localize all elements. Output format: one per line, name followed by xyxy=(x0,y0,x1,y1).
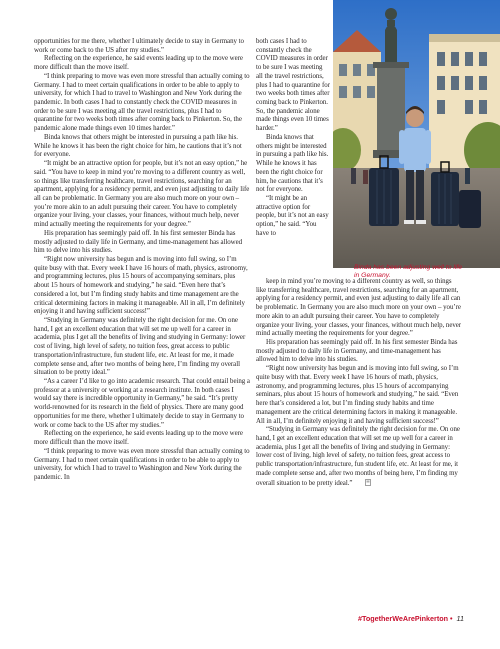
paragraph: “Right now university has begun and is moving into full swing, so I’m quite busy with that. Every week I have 16 hours of math, physics, astronomy, and programming lectures, plus 15 hours of accompanying seminars, plus about 15 hours of homework and studying,” he said. “Even here that’s considered a lot, but I’m finding study habits and time management are the critical determining factors in making it manageable. All in all, I’m definitely enjoying it and having sufficient success!” xyxy=(34,255,248,316)
paragraph: His preparation has seemingly paid off. In his first semester Binda has mostly adjusted to daily life in Germany, and time-management has allowed him to delve into his studies. xyxy=(256,339,458,364)
paragraph: Reflecting on the experience, he said events leading up to the move were more difficult than the move itself. xyxy=(34,55,243,72)
paragraph: opportunities for me there, whether I ultimately decide to stay in Germany to work or come back to the US after my studies.” xyxy=(34,38,244,54)
wide-text-column xyxy=(256,278,462,580)
paragraph: “I think preparing to move was even more stressful than actually coming to Germany. I had to meet certain qualifications in order to be able to apply to university, for which I had to travel to Washington and New York during the pandemic. In xyxy=(34,447,250,481)
paragraph: “As a career I’d like to go into academic research. That could entail being a professor at a university or working at a research institute. In both cases I would say there is incredible opportunity in Germany,” he said. “It’s pretty world-renowned for its research in the field of physics. There are many good opportunities for me there, whether I ultimately decide to stay in Germany to work or come back to the US after my studies.” xyxy=(34,378,250,429)
paragraph: “Right now university has begun and is moving into full swing, so I’m quite busy with that. Every week I have 16 hours of math, physics, astronomy, and programming lectures, plus 15 hours of accompanying seminars, plus about 15 hours of homework and studying,” he said. “Even here that’s considered a lot, but I’m finding study habits and time management are the critical determining factors in making it manageable. All in all, I’m definitely enjoying it and having sufficient success!” xyxy=(256,365,459,425)
end-of-article-icon xyxy=(355,479,361,486)
narrow-text-column xyxy=(256,38,330,270)
paragraph: “I think preparing to move was even more stressful than actually coming to Germany. I had to meet certain qualifications in order to be able to apply to university, for which I had to travel to Washington and New York during the pandemic. In both cases I had to constantly check the COVID measures in order to be sure I was meeting all the travel restrictions, plus I had to quarantine for two weeks both times after coming back to Pinkerton. So, the pandemic alone made things even 10 times harder.” xyxy=(34,72,250,133)
left-text-column xyxy=(34,38,250,628)
paragraph: Binda knows that others might be interested in pursuing a path like his. While he knows it has been the right choice for him, he cautions that it’s not for everyone. xyxy=(256,133,329,194)
footer-separator: • xyxy=(448,614,455,623)
footer-hashtag: #TogetherWeArePinkerton xyxy=(358,614,449,623)
paragraph: both cases I had to constantly check the COVID measures in order to be sure I was meeting all the travel restrictions, plus I had to quarantine for two weeks both times after coming back to Pinkerton. So, the pandemic alone made things even 10 times harder.” xyxy=(256,38,330,133)
paragraph: His preparation has seemingly paid off. In his first semester Binda has mostly adjusted to daily life in Germany, and time-management has allowed him to delve into his studies. xyxy=(34,229,243,255)
paragraph: “It might be an attractive option for people, but it’s not an easy option,” he said. “You have to xyxy=(256,194,329,237)
page-footer xyxy=(358,614,464,623)
paragraph: “Studying in Germany was definitely the right decision for me. On one hand, I get an excellent education that will set me up well for a career in academia, plus I get all the benefits of living and studying in Germany: lower cost of living, high level of safety, no tuition fees, great access to public transportation/infrastructure, fun student life, etc. At least for me, it made complete sense and, after two months of being here, I’m finding my overall situation to be pretty ideal.” xyxy=(256,426,460,487)
photo-illustration xyxy=(333,0,500,268)
paragraph: keep in mind you’re moving to a different country as well, so things like transferring healthcare, travel restrictions, searching for an apartment, applying for a residency permit, and even just adjusting to daily life all can be problematic. In Germany you are also much more on your own – you’re more akin to an adult pursuing their career. You have to completely organize your living, your classes, your finances, without much help, never mind actually meeting the requirements for your degree.” xyxy=(256,278,462,338)
page-number: 11 xyxy=(456,614,464,623)
paragraph: Binda knows that others might be interested in pursuing a path like his. While he knows it has been the right choice for him, he cautions that it’s not for everyone. xyxy=(34,133,242,159)
student-photo xyxy=(333,0,500,268)
suitcase-back xyxy=(459,190,481,228)
paragraph: “It might be an attractive option for people, but it’s not an easy option,” he said. “You have to keep in mind you’re moving to a different country as well, so things like transferring healthcare, travel restrictions, searching for an apartment, applying for a residency permit, and even just adjusting to daily life all can be problematic. In Germany you are also much more on your own – you’re more akin to an adult pursuing their career. You have to completely organize your living, your classes, your finances, without much help, never mind actually meeting the requirements for your degree.” xyxy=(34,160,250,229)
photo-caption: Binda has been adjusting well to life in Germany. xyxy=(354,264,463,279)
paragraph: Reflecting on the experience, he said events leading up to the move were more difficult than the move itself. xyxy=(34,430,243,447)
paragraph: “Studying in Germany was definitely the right decision for me. On one hand, I get an excellent education that will set me up well for a career in academia, plus I get all the benefits of living and studying in Germany: lower cost of living, high level of safety, no tuition fees, great access to public transportation/infrastructure, fun student life, etc. At least for me, it made complete sense and, after two months of being here, I’m finding my overall situation to be pretty ideal.” xyxy=(34,317,246,377)
